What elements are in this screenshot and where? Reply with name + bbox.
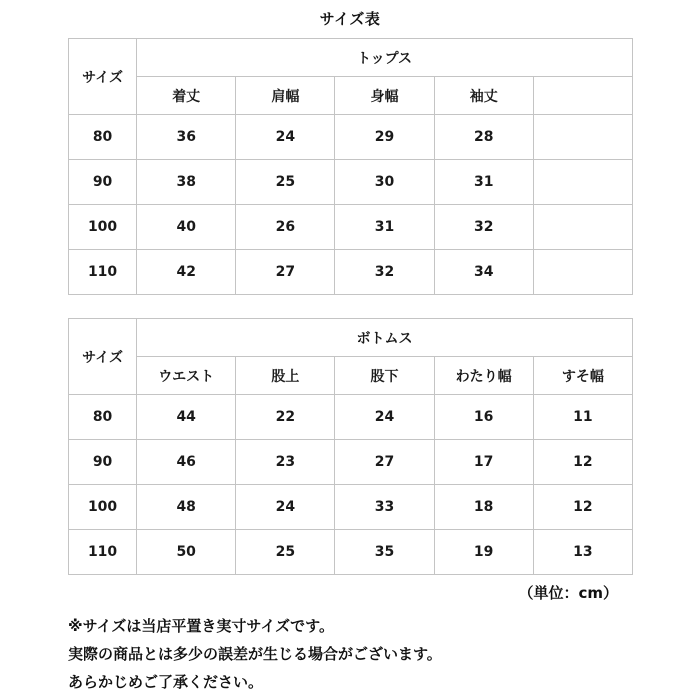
value-cell — [533, 115, 632, 160]
table-row — [69, 250, 633, 295]
column-header: 身幅 — [335, 77, 434, 115]
value-cell: 29 — [335, 115, 434, 160]
value-cell: 18 — [434, 485, 533, 530]
size-cell: 100 — [69, 205, 137, 250]
value-cell: 31 — [434, 160, 533, 205]
size-cell: 90 — [69, 160, 137, 205]
value-cell: 30 — [335, 160, 434, 205]
table-row — [69, 115, 633, 160]
column-header: 股下 — [335, 357, 434, 395]
size-cell: 80 — [69, 395, 137, 440]
column-header: わたり幅 — [434, 357, 533, 395]
value-cell: 36 — [137, 115, 236, 160]
column-header: 着丈 — [137, 77, 236, 115]
column-header: 袖丈 — [434, 77, 533, 115]
value-cell: 23 — [236, 440, 335, 485]
value-cell: 40 — [137, 205, 236, 250]
value-cell — [533, 205, 632, 250]
value-cell: 31 — [335, 205, 434, 250]
size-cell: 90 — [69, 440, 137, 485]
bottoms-group-header: ボトムス — [137, 319, 633, 357]
value-cell: 22 — [236, 395, 335, 440]
value-cell: 25 — [236, 160, 335, 205]
column-header: ウエスト — [137, 357, 236, 395]
bottoms-size-table — [68, 318, 633, 575]
value-cell: 16 — [434, 395, 533, 440]
value-cell — [533, 250, 632, 295]
size-cell: 80 — [69, 115, 137, 160]
value-cell: 42 — [137, 250, 236, 295]
value-cell: 11 — [533, 395, 632, 440]
tops-group-header: トップス — [137, 39, 633, 77]
value-cell: 32 — [434, 205, 533, 250]
column-header — [533, 77, 632, 115]
size-header-cell: サイズ — [69, 39, 137, 115]
value-cell: 24 — [335, 395, 434, 440]
value-cell: 25 — [236, 530, 335, 575]
value-cell: 32 — [335, 250, 434, 295]
value-cell: 28 — [434, 115, 533, 160]
value-cell: 12 — [533, 440, 632, 485]
value-cell: 46 — [137, 440, 236, 485]
size-header-cell: サイズ — [69, 319, 137, 395]
value-cell: 24 — [236, 115, 335, 160]
value-cell: 27 — [236, 250, 335, 295]
table-row — [69, 205, 633, 250]
table-row — [69, 530, 633, 575]
table-row — [69, 440, 633, 485]
value-cell: 38 — [137, 160, 236, 205]
size-cell: 100 — [69, 485, 137, 530]
unit-note: （単位：cm） — [518, 584, 618, 602]
note-line: 実際の商品とは多少の誤差が生じる場合がございます。 — [68, 645, 442, 663]
value-cell: 35 — [335, 530, 434, 575]
note-line: ※サイズは当店平置き実寸サイズです。 — [68, 617, 334, 635]
value-cell: 33 — [335, 485, 434, 530]
value-cell: 19 — [434, 530, 533, 575]
size-cell: 110 — [69, 250, 137, 295]
value-cell: 24 — [236, 485, 335, 530]
value-cell: 26 — [236, 205, 335, 250]
tops-size-table — [68, 38, 633, 295]
table-row — [69, 395, 633, 440]
column-header: 肩幅 — [236, 77, 335, 115]
column-header: 股上 — [236, 357, 335, 395]
note-line: あらかじめご了承ください。 — [68, 673, 264, 691]
value-cell: 13 — [533, 530, 632, 575]
column-header: すそ幅 — [533, 357, 632, 395]
value-cell: 50 — [137, 530, 236, 575]
page-title: サイズ表 — [319, 10, 381, 28]
value-cell: 34 — [434, 250, 533, 295]
table-row — [69, 485, 633, 530]
size-cell: 110 — [69, 530, 137, 575]
value-cell — [533, 160, 632, 205]
value-cell: 44 — [137, 395, 236, 440]
value-cell: 17 — [434, 440, 533, 485]
table-row — [69, 160, 633, 205]
notes-block — [68, 612, 442, 696]
value-cell: 48 — [137, 485, 236, 530]
value-cell: 12 — [533, 485, 632, 530]
value-cell: 27 — [335, 440, 434, 485]
